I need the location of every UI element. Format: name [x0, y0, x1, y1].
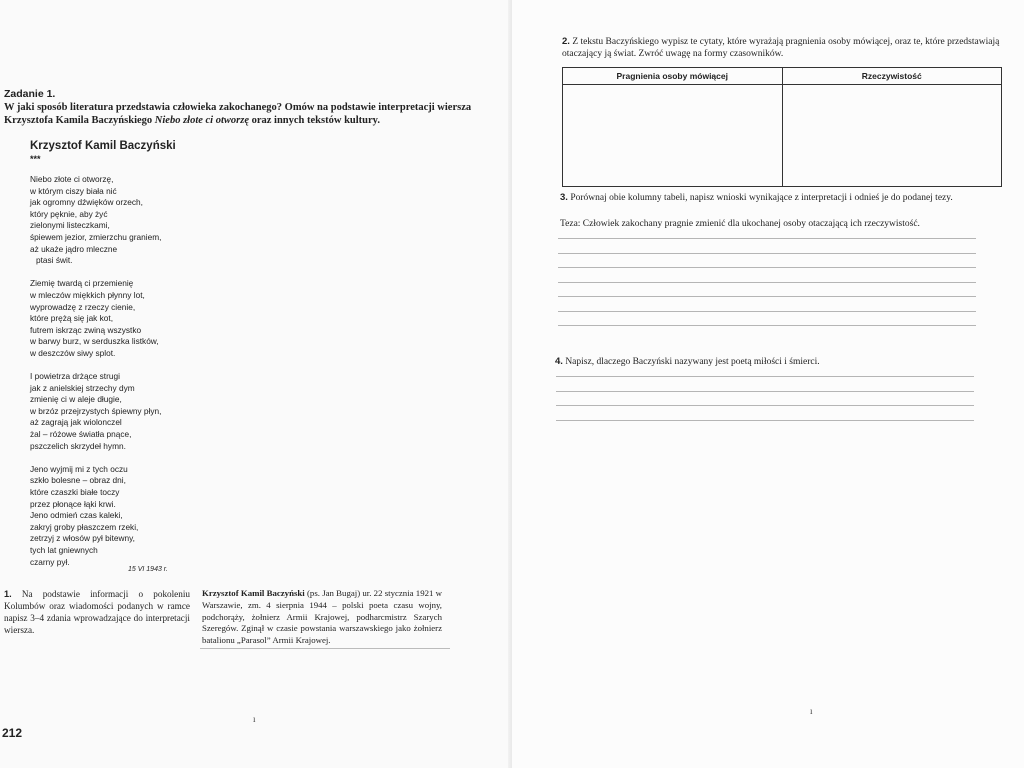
poem-line: czarny pył.	[30, 556, 70, 567]
answer-lines-4[interactable]	[556, 376, 974, 434]
poem-stanza-2	[30, 278, 220, 359]
poem-stanza-1	[30, 174, 220, 267]
poem-line: aż ukaże jądro mleczne	[30, 243, 118, 254]
poem-line: w barwy burz, w serduszka listków,	[30, 336, 159, 347]
page-bottom-mark: ı	[253, 714, 256, 724]
answer-table	[562, 67, 1002, 187]
answer-line[interactable]	[558, 267, 976, 268]
poem-line: ptasi świt.	[36, 255, 73, 266]
answer-line[interactable]	[556, 376, 974, 377]
question-1-number: 1.	[4, 589, 12, 599]
poem-line: które czaszki białe toczy	[30, 487, 120, 498]
poem-line: zakryj groby płaszczem rzeki,	[30, 521, 139, 532]
poem-line: Ziemię twardą ci przemienię	[30, 278, 134, 289]
question-1	[4, 588, 190, 636]
poem-line: szkło bolesne – obraz dni,	[30, 475, 126, 486]
poem-line: zielonymi listeczkami,	[30, 220, 110, 231]
poem-line: futrem iskrząc zwiną wszystko	[30, 324, 142, 335]
answer-line[interactable]	[558, 296, 976, 297]
table-header-desires: Pragnienia osoby mówiącej	[563, 68, 783, 84]
thesis: Teza: Człowiek zakochany pragnie zmienić dla ukochanej osoby otaczającą ich rzeczywistość.	[560, 219, 920, 229]
question-1-text: Na podstawie informacji o pokoleniu Kolumbów oraz wiadomości podanych w ramce napisz 3–4 zdania wprowadzające do interpretacji wiersza.	[4, 589, 190, 635]
answer-line[interactable]	[558, 238, 976, 239]
bio-divider	[200, 648, 450, 649]
answer-line[interactable]	[556, 405, 974, 406]
poem-line: żal – różowe światła pnące,	[30, 429, 132, 440]
question-3-text: Porównaj obie kolumny tabeli, napisz wnioski wynikające z interpretacji i odnieś je do podanej tezy.	[570, 193, 953, 203]
poem-line: jak z anielskiej strzechy dym	[30, 382, 135, 393]
poem-line: Jeno odmień czas kaleki,	[30, 510, 123, 521]
question-3	[560, 192, 1000, 204]
poem-title-stars: ***	[30, 154, 41, 164]
answer-line[interactable]	[556, 391, 974, 392]
poem-line: Niebo złote ci otworzę,	[30, 174, 114, 184]
page-number: 212	[2, 726, 23, 740]
answer-line[interactable]	[558, 253, 976, 254]
table-header-reality: Rzeczywistość	[861, 71, 922, 81]
poem-line: w deszczów siwy splot.	[30, 347, 116, 358]
poem-body	[30, 174, 220, 580]
poem-line: śpiewem jezior, zmierzchu graniem,	[30, 231, 162, 242]
poem-author: Krzysztof Kamil Baczyński	[30, 140, 176, 152]
task-header	[4, 88, 474, 127]
poem-line: aż zagrają jak wiolonczel	[30, 417, 122, 428]
poem-stanza-3	[30, 371, 220, 452]
poem-line: jak ogromny dźwięków orzech,	[30, 197, 143, 208]
table-cell-desires[interactable]	[563, 85, 783, 187]
poem-line: pszczelich skrzydeł hymn.	[30, 440, 126, 451]
poem-line: zetrzyj z włosów pył bitewny,	[30, 533, 135, 544]
task-question	[4, 101, 474, 127]
poem-line: w brzóz przejrzystych śpiewny płyn,	[30, 405, 162, 416]
poem-date: 15 VI 1943 r.	[128, 566, 168, 573]
question-2-number: 2.	[562, 36, 570, 47]
question-3-number: 3.	[560, 192, 568, 203]
answer-line[interactable]	[558, 325, 976, 326]
answer-table-body	[563, 85, 1001, 187]
task-question-part2: oraz innych tekstów kultury.	[251, 115, 380, 126]
question-2-text: Z tekstu Baczyńskiego wypisz te cytaty, które wyrażają pragnienia osoby mówiącej, oraz te, które przedstawiają otaczający ją świat. Zwróć uwagę na formy czasowników.	[562, 37, 1000, 59]
answer-lines-3[interactable]	[558, 238, 976, 340]
question-4-text: Napisz, dlaczego Baczyński nazywany jest poetą miłości i śmierci.	[565, 357, 820, 367]
poem-line: w którym ciszy biała nić	[30, 185, 117, 196]
poem-line: w mleczów miękkich płynny lot,	[30, 289, 145, 300]
task-question-part1: W jaki sposób literatura przedstawia człowieka zakochanego? Omów na podstawie interpretacji wiersza Krzysztofa Kamila Baczyńskiego	[4, 102, 472, 126]
question-2	[562, 36, 1010, 60]
table-cell-reality[interactable]	[783, 85, 1002, 187]
answer-line[interactable]	[558, 282, 976, 283]
poem-stanza-4	[30, 464, 220, 568]
answer-line[interactable]	[558, 311, 976, 312]
poem-line: przez płonące łąki krwi.	[30, 498, 116, 509]
question-4-number: 4.	[555, 356, 563, 367]
poem-line: wyprowadzę z rzeczy cienie,	[30, 301, 136, 312]
author-bio-box	[202, 588, 442, 647]
answer-table-header	[563, 68, 1001, 85]
poem-line: Jeno wyjmij mi z tych oczu	[30, 463, 128, 474]
page-bottom-mark-right: ı	[810, 706, 813, 716]
answer-line[interactable]	[556, 420, 974, 421]
question-4	[555, 356, 995, 367]
poem-line: który pęknie, aby żyć	[30, 208, 108, 219]
poem-line: zmienię ci w aleje długie,	[30, 394, 122, 405]
poem-line: I powietrza drżące strugi	[30, 371, 120, 382]
bio-text: (ps. Jan Bugaj) ur. 22 stycznia 1921 w Warszawie, zm. 4 sierpnia 1944 – polski poeta czasu wojny, podchorąży, żołnierz Armii Krajowej, podharcmistrz Szarych Szeregów. Zginął w czasie powstania warszawskiego jako żołnierz batalionu „Parasol” Armii Krajowej.	[202, 588, 443, 646]
bio-author-name: Krzysztof Kamil Baczyński	[202, 588, 305, 598]
poem-line: które prężą się jak kot,	[30, 313, 114, 324]
task-title: Zadanie 1.	[4, 88, 56, 100]
poem-line: tych lat gniewnych	[30, 545, 98, 555]
task-question-poem-title: Niebo złote ci otworzę	[154, 115, 249, 126]
